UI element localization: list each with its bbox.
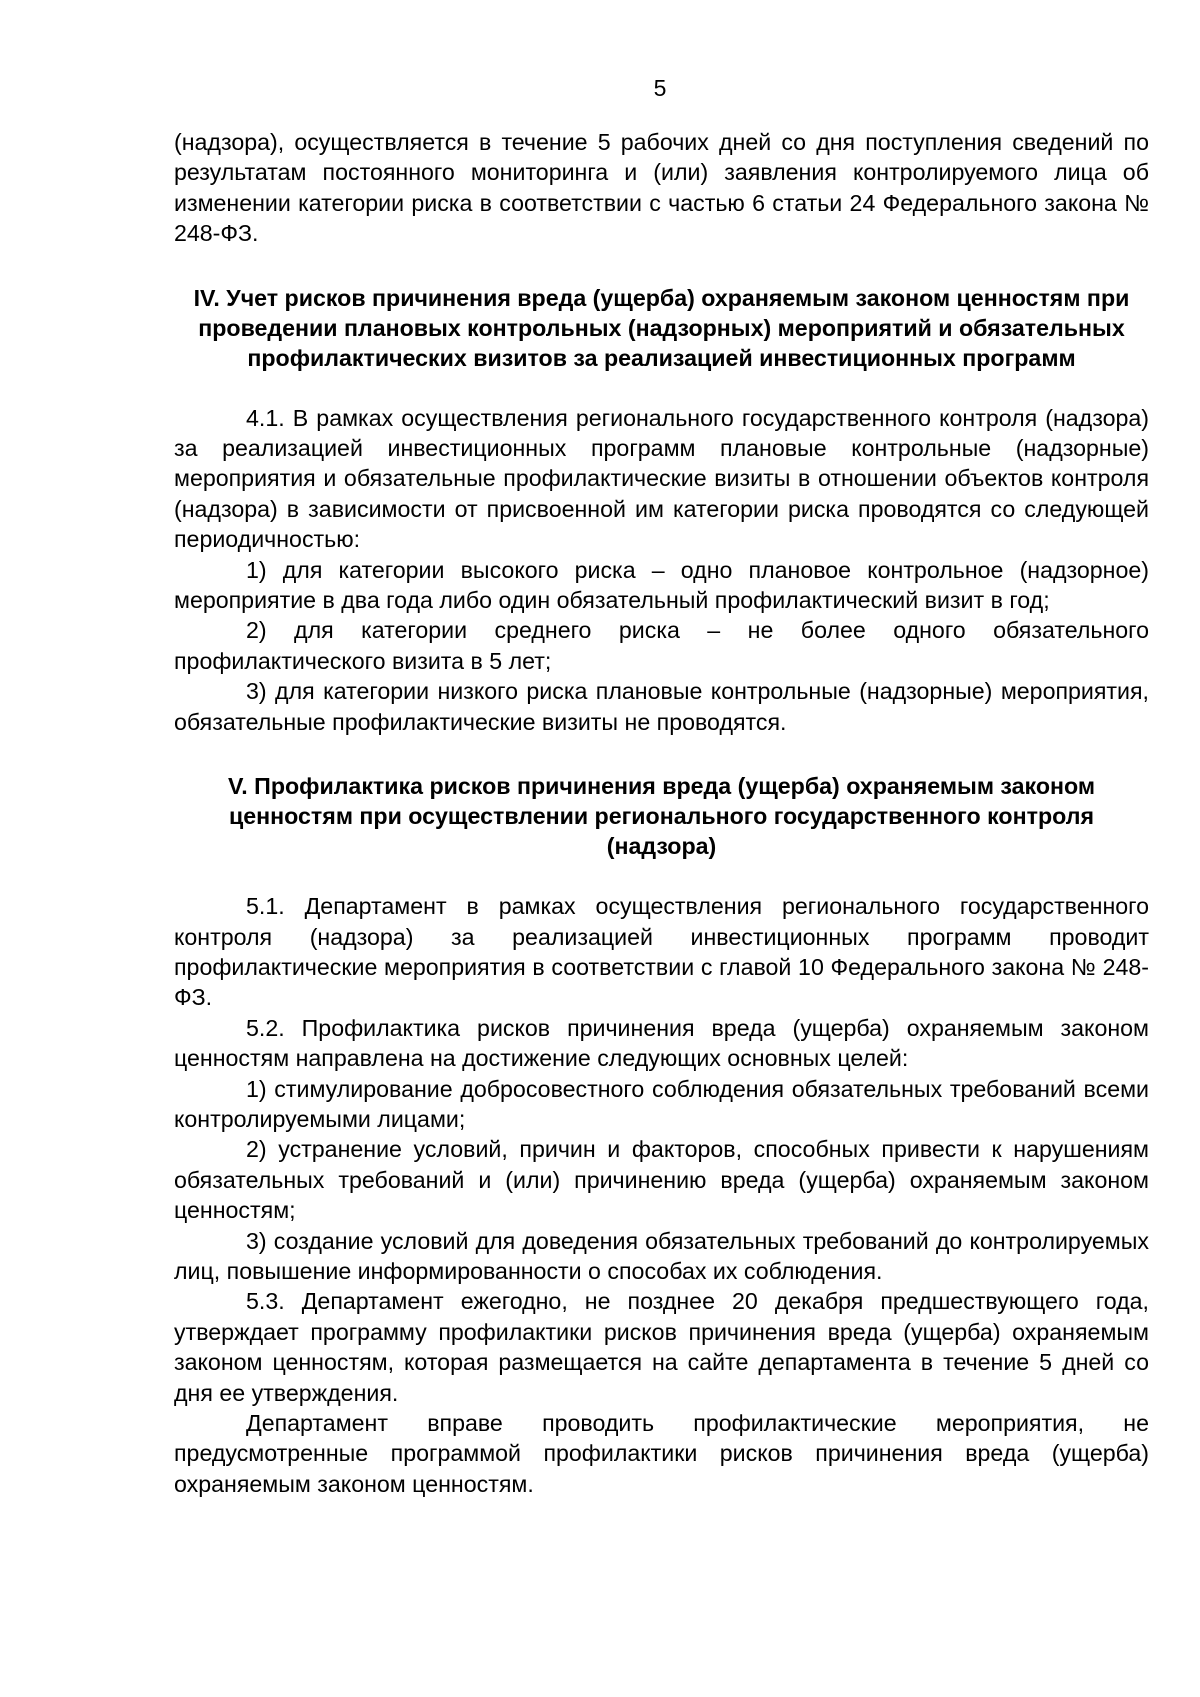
- section-4-heading: IV. Учет рисков причинения вреда (ущерба) охраняемым законом ценностям при проведении плановых контрольных (надзорных) мероприятий и обязательных профилактических визитов за реализацией инвестиционных программ: [193, 284, 1130, 371]
- section-5-body: [174, 891, 1149, 1499]
- section-4-body: [174, 403, 1149, 737]
- paragraph-4-1: 4.1. В рамках осуществления регионального государственного контроля (надзора) за реализацией инвестиционных программ плановые контрольные (надзорные) мероприятия и обязательные профилактические визиты в отношении объектов контроля (надзора) в зависимости от присвоенной им категории риска проводятся со следующей периодичностью:: [174, 404, 1149, 553]
- list-item-5-2-3: 3) создание условий для доведения обязательных требований до контролируемых лиц, повышение информированности о способах их соблюдения.: [174, 1227, 1149, 1284]
- section-5-heading: V. Профилактика рисков причинения вреда (ущерба) охраняемым законом ценностям при осуществлении регионального государственного контроля (надзора): [227, 773, 1096, 860]
- paragraph-5-3-continued: Департамент вправе проводить профилактические мероприятия, не предусмотренные программой профилактики рисков причинения вреда (ущерба) охраняемым законом ценностям.: [174, 1410, 1149, 1497]
- paragraph-5-1: 5.1. Департамент в рамках осуществления регионального государственного контроля (надзора) за реализацией инвестиционных программ проводит профилактические мероприятия в соответствии с главой 10 Федерального закона № 248-ФЗ.: [174, 893, 1149, 1011]
- list-item-4-1-1: 1) для категории высокого риска – одно плановое контрольное (надзорное) мероприятие в два года либо один обязательный профилактический визит в год;: [174, 556, 1149, 614]
- paragraph-5-3: 5.3. Департамент ежегодно, не позднее 20 декабря предшествующего года, утверждает программу профилактики рисков причинения вреда (ущерба) охраняемым законом ценностям, которая размещается на сайте департамента в течение 5 дней со дня ее утверждения.: [174, 1288, 1149, 1406]
- list-item-5-2-2: 2) устранение условий, причин и факторов, способных привести к нарушениям обязательных требований и (или) причинению вреда (ущерба) охраняемым законом ценностям;: [174, 1136, 1149, 1224]
- intro-paragraph: (надзора), осуществляется в течение 5 рабочих дней со дня поступления сведений по результатам постоянного мониторинга и (или) заявления контролируемого лица об изменении категории риска в соответствии с частью 6 статьи 24 Федерального закона № 248-ФЗ.: [174, 129, 1149, 247]
- paragraph-5-2: 5.2. Профилактика рисков причинения вреда (ущерба) охраняемым законом ценностям направлена на достижение следующих основных целей:: [174, 1014, 1149, 1072]
- list-item-4-1-3: 3) для категории низкого риска плановые контрольные (надзорные) мероприятия, обязательные профилактические визиты не проводятся.: [174, 678, 1149, 735]
- document-body: [174, 127, 1149, 1499]
- list-item-5-2-1: 1) стимулирование добросовестного соблюдения обязательных требований всеми контролируемыми лицами;: [174, 1075, 1149, 1132]
- page-number: 5: [653, 75, 667, 101]
- list-item-4-1-2: 2) для категории среднего риска – не более одного обязательного профилактического визита в 5 лет;: [174, 617, 1149, 674]
